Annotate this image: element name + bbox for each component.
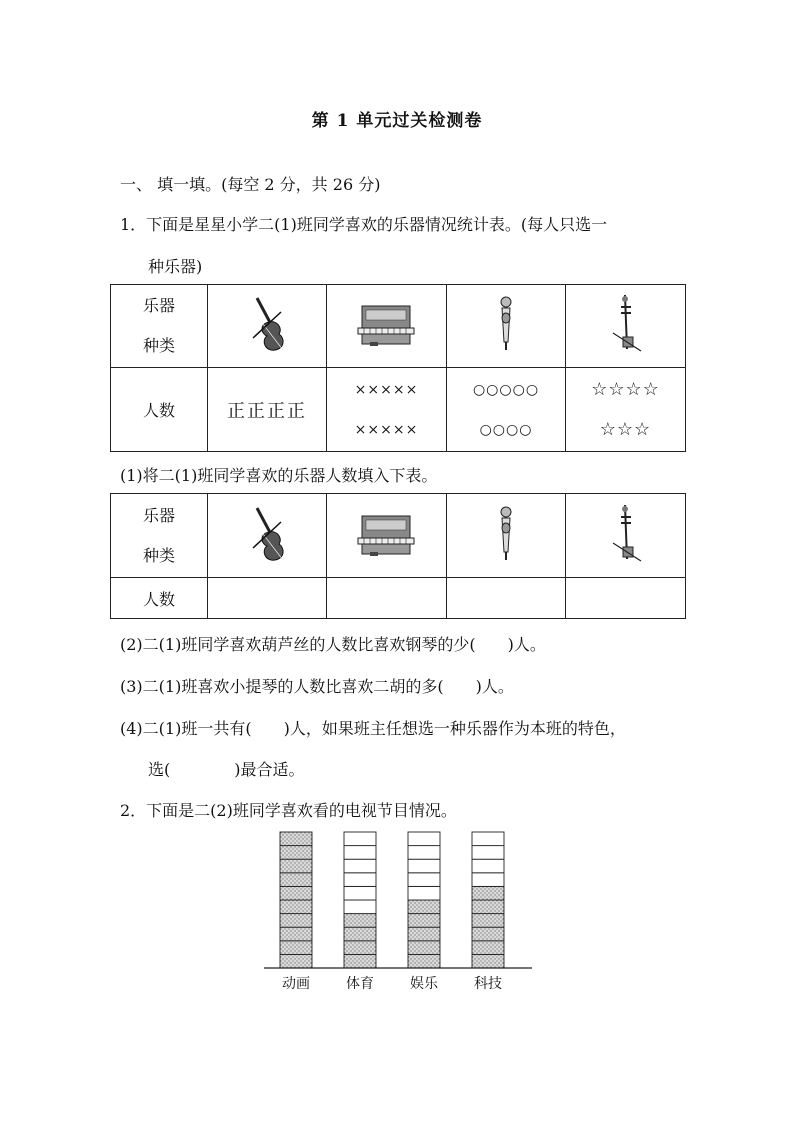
bar-cell-filled — [472, 900, 504, 914]
bar-cell-filled — [344, 914, 376, 928]
instrument-tally-table — [110, 284, 686, 452]
question-2-text: 2．下面是二(2)班同学喜欢看的电视节目情况。 — [120, 801, 457, 820]
bar-cell-filled — [472, 954, 504, 968]
bar-cell-empty — [408, 873, 440, 887]
bar-cell-filled — [408, 941, 440, 955]
erhu-icon — [609, 503, 643, 565]
violin-cell-2 — [208, 494, 327, 578]
bar-cell-filled — [280, 941, 312, 955]
hulusi-icon — [498, 506, 514, 562]
header-line2: 种类 — [142, 336, 175, 355]
tv-program-chart — [250, 822, 550, 998]
bar-cell-empty — [344, 859, 376, 873]
bar-cell-filled — [280, 954, 312, 968]
bar-cell-empty — [344, 846, 376, 860]
bar-cell-empty — [472, 846, 504, 860]
erhu-marks-row2: ☆☆☆ — [599, 418, 652, 440]
violin-icon — [247, 294, 287, 354]
sub-question-1: (1)将二(1)班同学喜欢的乐器人数填入下表。 — [120, 466, 438, 485]
bar-cell-filled — [408, 900, 440, 914]
violin-answer-cell[interactable] — [208, 578, 327, 619]
count-label: 人数 — [142, 401, 175, 420]
erhu-marks-row1: ☆☆☆☆ — [591, 378, 660, 400]
category-label: 科技 — [474, 976, 502, 992]
erhu-count-cell — [566, 368, 686, 452]
erhu-cell — [566, 285, 686, 368]
category-label: 动画 — [282, 976, 310, 992]
bar-cell-filled — [472, 886, 504, 900]
count-label: 人数 — [142, 589, 175, 609]
bar-cell-filled — [408, 927, 440, 941]
sub-question-3: (3)二(1)班喜欢小提琴的人数比喜欢二胡的多( )人。 — [120, 677, 514, 696]
erhu-answer-cell[interactable] — [566, 578, 686, 619]
bar-cell-filled — [280, 900, 312, 914]
piano-cell-2 — [327, 494, 447, 578]
bar-cell-empty — [408, 832, 440, 846]
violin-cell — [208, 285, 327, 368]
bar-cell-empty — [472, 859, 504, 873]
bar-cell-filled — [280, 873, 312, 887]
bar-cell-filled — [472, 927, 504, 941]
bar-cell-empty — [408, 886, 440, 900]
section-heading: 一、 填一填。(每空 2 分，共 26 分) — [120, 175, 381, 194]
question-1-line1: 1．下面是星星小学二(1)班同学喜欢的乐器情况统计表。(每人只选一 — [120, 215, 608, 234]
piano-count-cell — [327, 368, 447, 452]
bar-cell-empty — [472, 873, 504, 887]
hulusi-answer-cell[interactable] — [447, 578, 566, 619]
bar-cell-filled — [408, 954, 440, 968]
bar-cell-filled — [408, 914, 440, 928]
bar-cell-filled — [344, 954, 376, 968]
bar-cell-filled — [280, 914, 312, 928]
erhu-cell-2 — [566, 494, 686, 578]
hulusi-cell-2 — [447, 494, 566, 578]
violin-count-cell — [208, 368, 327, 452]
category-label: 体育 — [346, 976, 374, 992]
piano-marks-row2: ××××× — [354, 421, 419, 438]
sub-question-2: (2)二(1)班同学喜欢葫芦丝的人数比喜欢钢琴的少( )人。 — [120, 635, 546, 654]
violin-icon — [247, 504, 287, 564]
count-label-cell — [111, 368, 208, 452]
header2-line2: 种类 — [142, 545, 175, 565]
bar-cell-empty — [408, 846, 440, 860]
sub-question-4-line2: 选( )最合适。 — [148, 760, 305, 779]
erhu-icon — [609, 293, 643, 355]
header2-line1: 乐器 — [142, 505, 175, 525]
bar-cell-empty — [472, 832, 504, 846]
hulusi-marks-row2: ○○○○ — [479, 421, 533, 438]
piano-answer-cell[interactable] — [327, 578, 447, 619]
instrument-count-table — [110, 493, 686, 619]
sub-question-4-line1: (4)二(1)班一共有( )人，如果班主任想选一种乐器作为本班的特色， — [120, 719, 626, 738]
bar-cell-filled — [280, 927, 312, 941]
bar-cell-filled — [280, 832, 312, 846]
count-label-cell-2 — [111, 578, 208, 619]
bar-cell-filled — [280, 859, 312, 873]
bar-cell-empty — [344, 900, 376, 914]
bar-cell-filled — [280, 846, 312, 860]
category-label: 娱乐 — [410, 976, 438, 992]
piano-icon — [356, 512, 418, 556]
hulusi-count-cell — [447, 368, 566, 452]
bar-cell-filled — [344, 941, 376, 955]
question-1-line2: 种乐器) — [148, 257, 203, 276]
violin-tally: 正正正正 — [227, 400, 307, 422]
hulusi-cell — [447, 285, 566, 368]
hulusi-marks-row1: ○○○○○ — [472, 381, 540, 398]
bar-cell-filled — [472, 941, 504, 955]
bar-cell-filled — [472, 914, 504, 928]
header-cell — [111, 285, 208, 368]
piano-icon — [356, 302, 418, 346]
hulusi-icon — [498, 296, 514, 352]
bar-cell-empty — [344, 886, 376, 900]
bar-cell-empty — [408, 859, 440, 873]
piano-cell — [327, 285, 447, 368]
header-line1: 乐器 — [142, 296, 175, 315]
bar-cell-filled — [280, 886, 312, 900]
page-title: 第 1 单元过关检测卷 — [311, 111, 483, 131]
bar-cell-filled — [344, 927, 376, 941]
bar-cell-empty — [344, 873, 376, 887]
header-cell-2 — [111, 494, 208, 578]
bar-cell-empty — [344, 832, 376, 846]
piano-marks-row1: ××××× — [354, 381, 419, 398]
